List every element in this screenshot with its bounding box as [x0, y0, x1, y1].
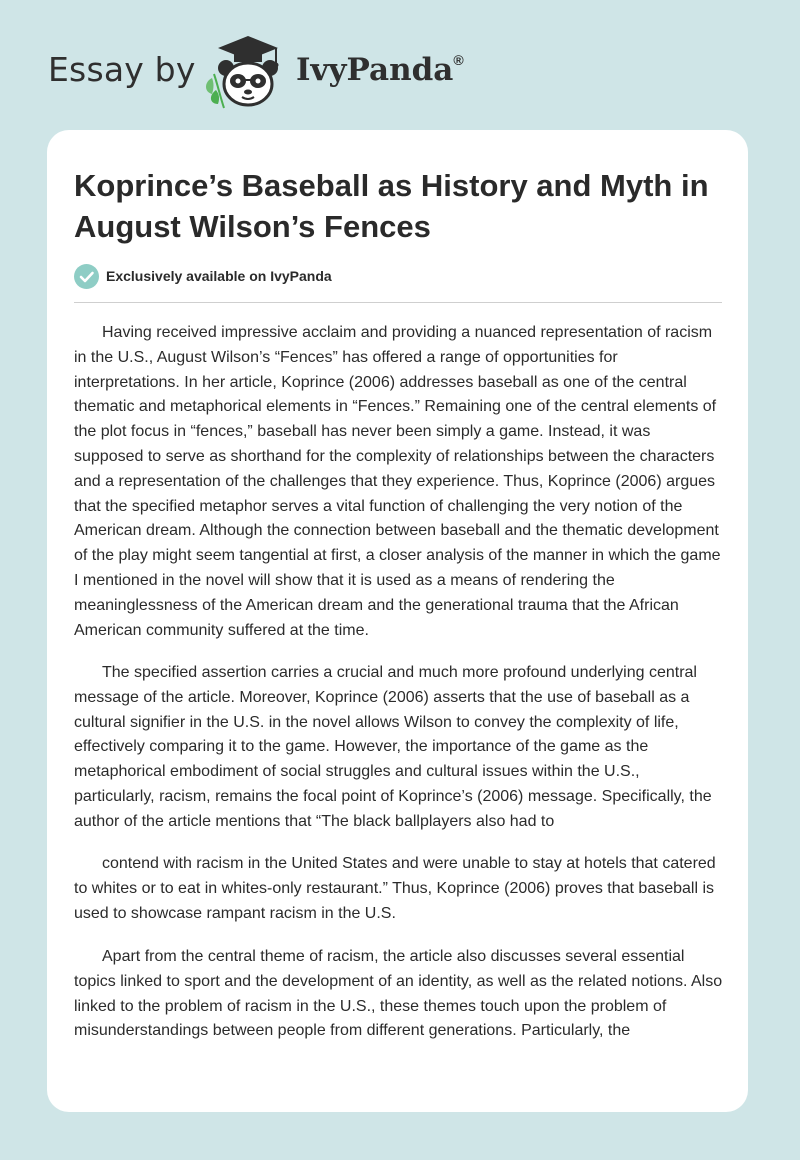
essay-by-label: Essay by [48, 50, 196, 89]
check-circle-icon [74, 264, 99, 289]
divider [74, 302, 722, 303]
site-header [0, 0, 800, 130]
badge-label: Exclusively available on IvyPanda [106, 268, 332, 284]
essay-title: Koprince’s Baseball as History and Myth in August Wilson’s Fences [74, 168, 709, 244]
brand-name[interactable] [296, 52, 464, 88]
paragraph: The specified assertion carries a crucial and much more profound underlying central message of the article. Moreover, Koprince (2006) asserts that the use of baseball as a cultural signifier in the U.S. in the novel allows Wilson to convey the complexity of life, effectively comparing it to the game. However, the importance of the game as the metaphorical embodiment of social struggles and cultural issues within the U.S., particularly, racism, remains the focal point of Koprince’s (2006) message. Specifically, the author of the article mentions that “The black ballplayers also had to [74, 664, 712, 830]
paragraph: Apart from the central theme of racism, the article also discusses several essential topics linked to sport and the development of an identity, as well as the related notions. Also linked to the problem of racism in the U.S., these themes touch upon the problem of misunderstandings between people from different generations. Particularly, the [74, 948, 723, 1040]
essay-card [47, 130, 748, 1112]
paragraph: Having received impressive acclaim and providing a nuanced representation of racism in the U.S., August Wilson’s “Fences” has offered a range of opportunities for interpretations. In her article, Koprince (2006) addresses baseball as one of the central thematic and metaphorical elements in “Fences.” Remaining one of the central elements of the plot focus in “fences,” baseball has never been simply a game. Instead, it was supposed to serve as shorthand for the complexity of relationships between the characters and a representation of the challenges that they experience. Thus, Koprince (2006) argues that the specified metaphor serves a vital function of challenging the very notion of the American dream. Although the connection between baseball and the thematic development of the play might seem tangential at first, a closer analysis of the manner in which the game I mentioned in the novel will show that it is used as a means of rendering the meaninglessness of the American dream and the generational trauma that the African American community suffered at the time. [74, 324, 721, 639]
registered-mark: ® [453, 51, 464, 68]
panda-graduate-icon[interactable] [198, 34, 290, 110]
brand-name-text: IvyPanda [296, 52, 454, 88]
paragraph: contend with racism in the United States and were unable to stay at hotels that catered to whites or to eat in whites-only restaurant.” Thus, Koprince (2006) proves that baseball is used to showcase rampant racism in the U.S. [74, 855, 716, 922]
exclusive-badge [74, 263, 332, 289]
